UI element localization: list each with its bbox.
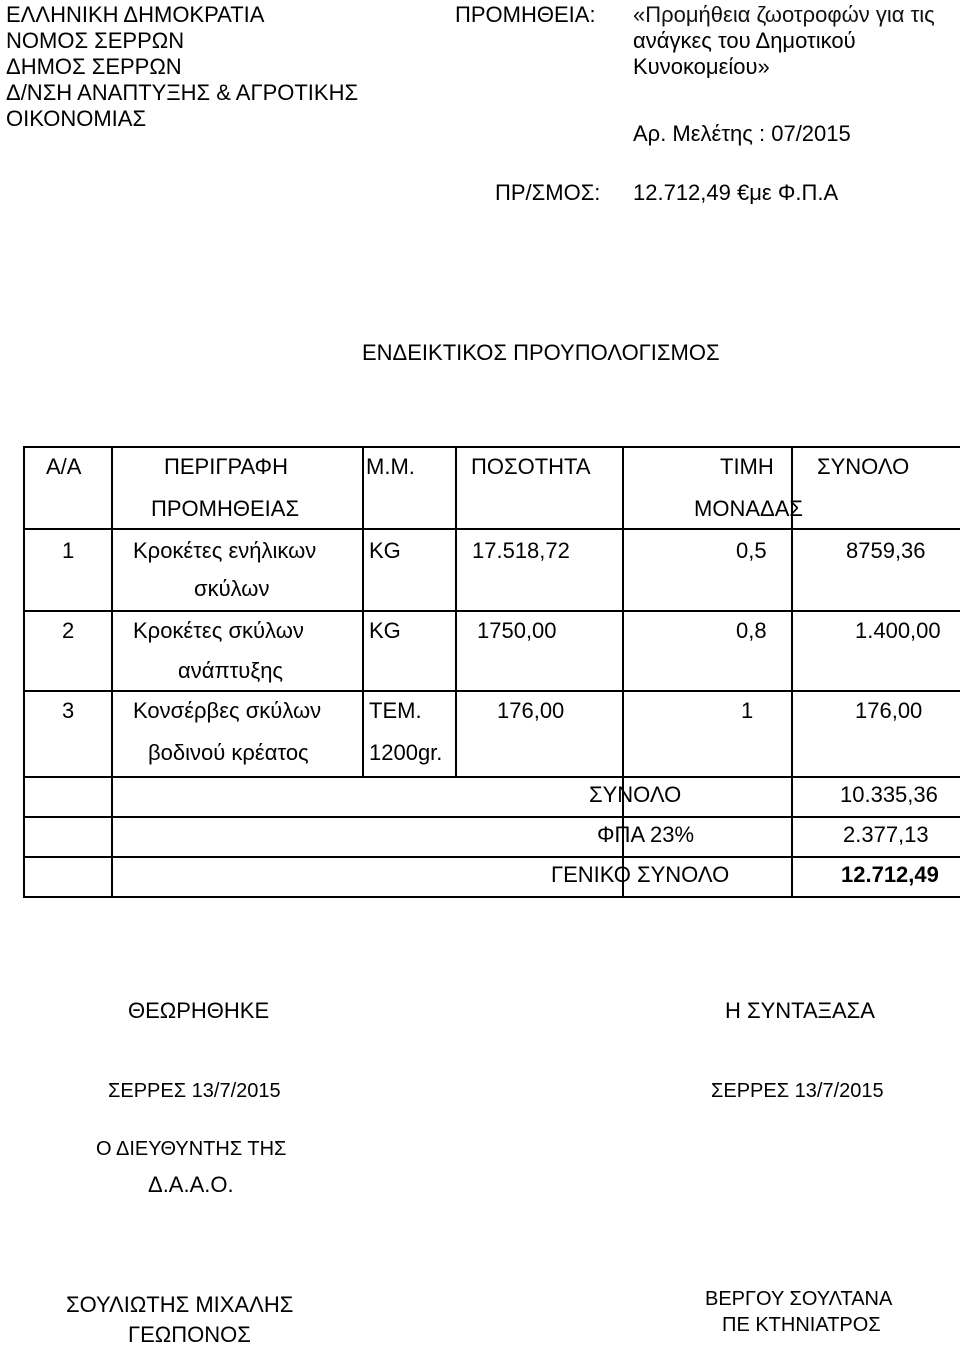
row-total: 1.400,00 (855, 618, 941, 643)
supply-title-line: Κυνοκομείου» (633, 54, 770, 79)
signatory-title: ΓΕΩΠΟΝΟΣ (128, 1322, 251, 1347)
row-description: σκύλων (194, 576, 270, 601)
row-quantity: 17.518,72 (472, 538, 570, 563)
approved-label: ΘΕΩΡΗΘΗΚΕ (128, 998, 270, 1023)
row-unit-price: 0,8 (736, 618, 767, 643)
row-aa: 2 (62, 618, 75, 643)
row-unit: ΤΕΜ. (369, 698, 422, 723)
issuing-authority (6, 2, 358, 132)
table-row (24, 691, 960, 777)
row-quantity: 176,00 (497, 698, 565, 723)
summary-label: ΓΕΝΙΚΟ ΣΥΝΟΛΟ (551, 862, 730, 887)
compiled-by-label: Η ΣΥΝΤΑΞΑΣΑ (725, 998, 875, 1023)
compiled-date: ΣΕΡΡΕΣ 13/7/2015 (711, 1080, 884, 1102)
summary-value: 12.712,49 (841, 862, 939, 887)
summary-label: ΣΥΝΟΛΟ (589, 782, 682, 807)
authority-line: ΕΛΛΗΝΙΚΗ ΔΗΜΟΚΡΑΤΙΑ (6, 2, 265, 27)
row-description: Κροκέτες ενήλικων (133, 538, 317, 563)
header-total: ΣΥΝΟΛΟ (817, 454, 910, 479)
table-header-row (24, 447, 960, 529)
row-description: ανάπτυξης (178, 658, 284, 683)
study-number: Αρ. Μελέτης : 07/2015 (633, 121, 851, 146)
budget-label: ΠΡ/ΣΜΟΣ: (495, 180, 601, 205)
row-description: Κονσέρβες σκύλων (133, 698, 322, 723)
summary-row (24, 777, 960, 817)
header-unit: Μ.Μ. (366, 454, 415, 479)
supply-title-line: «Προμήθεια ζωοτροφών για τις (633, 2, 935, 27)
approval-date: ΣΕΡΡΕΣ 13/7/2015 (108, 1080, 281, 1102)
summary-value: 2.377,13 (843, 822, 929, 847)
authority-line: ΔΗΜΟΣ ΣΕΡΡΩΝ (6, 54, 182, 79)
signatory-name: ΣΟΥΛΙΩΤΗΣ ΜΙΧΑΛΗΣ (66, 1292, 294, 1317)
row-aa: 3 (62, 698, 75, 723)
row-unit-price: 0,5 (736, 538, 767, 563)
row-unit: KG (369, 618, 401, 643)
summary-label: ΦΠΑ 23% (597, 822, 695, 847)
summary-value: 10.335,36 (840, 782, 938, 807)
budget-table (23, 446, 960, 898)
header-unit-price: ΤΙΜΗ (720, 454, 774, 479)
table-row (24, 611, 960, 691)
authority-line: ΝΟΜΟΣ ΣΕΡΡΩΝ (6, 28, 185, 53)
header-description: ΠΡΟΜΗΘΕΙΑΣ (151, 496, 300, 521)
director-title: Ο ΔΙΕΥΘΥΝΤΗΣ ΤΗΣ (96, 1138, 287, 1160)
row-total: 8759,36 (846, 538, 926, 563)
compiler-name: ΒΕΡΓΟΥ ΣΟΥΛΤΑΝΑ (705, 1288, 893, 1310)
header-unit-price: ΜΟΝΑΔΑΣ (694, 496, 803, 521)
budget-value: 12.712,49 €με Φ.Π.Α (633, 180, 839, 205)
department-acronym: Δ.Α.Α.Ο. (148, 1172, 234, 1197)
row-unit-price: 1 (741, 698, 754, 723)
row-aa: 1 (62, 538, 75, 563)
authority-line: Δ/ΝΣΗ ΑΝΑΠΤΥΞΗΣ & ΑΓΡΟΤΙΚΗΣ (6, 80, 359, 105)
authority-line: ΟΙΚΟΝΟΜΙΑΣ (6, 106, 147, 131)
supply-title-line: ανάγκες του Δημοτικού (633, 28, 856, 53)
row-description: Κροκέτες σκύλων (133, 618, 304, 643)
document-title: ΕΝΔΕΙΚΤΙΚΟΣ ΠΡΟΥΠΟΛΟΓΙΣΜΟΣ (362, 340, 720, 365)
row-description: βοδινού κρέατος (148, 740, 309, 765)
compiler-title: ΠΕ ΚΤΗΝΙΑΤΡΟΣ (722, 1314, 881, 1336)
row-unit: 1200gr. (369, 740, 443, 765)
header-quantity: ΠΟΣΟΤΗΤΑ (471, 454, 591, 479)
row-total: 176,00 (855, 698, 923, 723)
summary-row (24, 857, 960, 897)
header-description: ΠΕΡΙΓΡΑΦΗ (164, 454, 288, 479)
table-row (24, 529, 960, 611)
row-quantity: 1750,00 (477, 618, 557, 643)
supply-label: ΠΡΟΜΗΘΕΙΑ: (455, 2, 596, 27)
summary-row (24, 817, 960, 857)
row-unit: KG (369, 538, 401, 563)
header-aa: Α/Α (46, 454, 82, 479)
